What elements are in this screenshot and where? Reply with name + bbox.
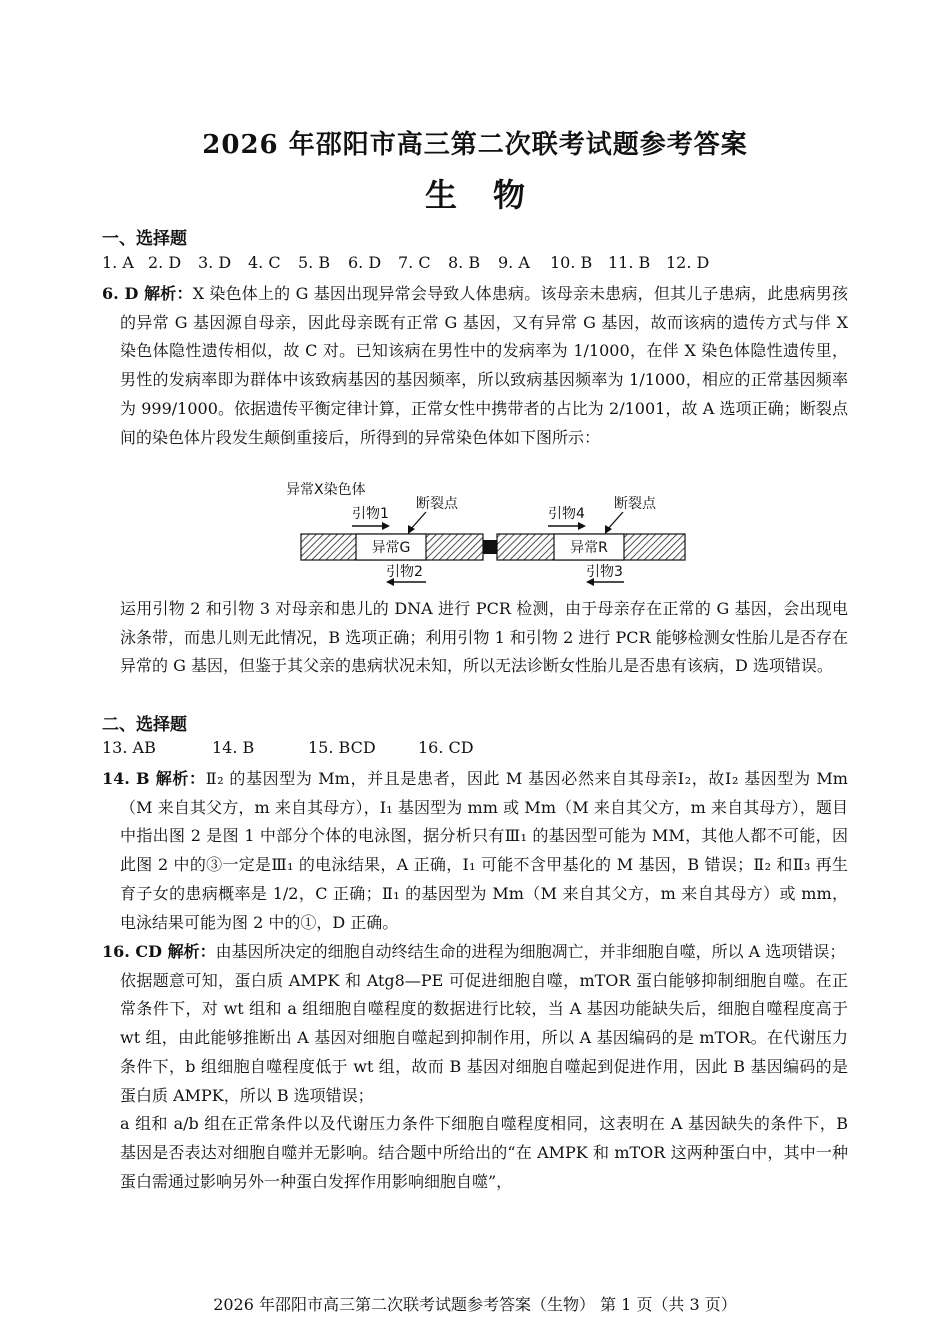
q16-text: 由基因所决定的细胞自动终结生命的进程为细胞凋亡，并非细胞自噬，所以 A 选项错误； [215,942,846,961]
q6-text: X 染色体上的 G 基因出现异常会导致人体患病。该母亲未患病，但其儿子患病，此患病男孩的异常 G 基因源自母亲，因此母亲既有正常 G 基因，又有异常 G 基因，故而该病的遗传方式与伴 X 染色体隐性遗传相似，故 C 对。已知该病在男性中的发病率为 1/1000，在伴 X 染色体隐性遗传里，男性的发病率即为群体中该致病基因的基因频率，所以致病基因频率为 1/1000，相应的正常基因频率为 999/1000。依据遗传平衡定律计算，正常女性中携带者的占比为 2/1001，故 A 选项正确；断裂点间的染色体片段发生颠倒重接后，所得到的异常染色体如下图所示： [120,284,848,447]
section1-heading: 一、选择题 [102,229,187,249]
section2-answers [102,738,474,757]
answer-item: 5. B [298,253,331,272]
gene-r-label: 异常R [570,540,608,556]
answer-item: 14. B [212,738,255,757]
primer1-arrowhead [382,522,390,530]
answer-item: 10. B [550,253,593,272]
primer2-label: 引物2 [386,564,423,580]
answer-item: 3. D [198,253,232,272]
q6-continuation [120,595,848,681]
break-pointer-right [607,512,623,530]
answer-item: 2. D [148,253,182,272]
chromosome-label: 异常X染色体 [286,482,366,498]
section2-heading: 二、选择题 [102,715,187,735]
q6-explanation [102,280,848,452]
break-point-right-label: 断裂点 [614,496,656,512]
answer-item: 7. C [398,253,431,272]
q16-explanation [102,938,848,1196]
answer-item: 4. C [248,253,281,272]
q16-paragraph-2: 依据题意可知，蛋白质 AMPK 和 Atg8—PE 可促进细胞自噬，mTOR 蛋白能够抑制细胞自噬。在正常条件下，对 wt 组和 a 组细胞自噬程度的数据进行比较，当 A 基因功能缺失后，细胞自噬程度高于 wt 组，由此能够推断出 A 基因对细胞自噬起到抑制作用，所以 A 基因编码的是 mTOR。在代谢压力条件下，b 组细胞自噬程度低于 wt 组，故而 B 基因对细胞自噬起到促进作用，因此 B 基因编码的是蛋白质 AMPK，所以 B 选项错误； [120,970,848,1105]
answer-item: 13. AB [102,738,156,757]
q6-label: 6. D 解析： [102,284,193,303]
section1-answers [102,253,709,272]
q14-text: Ⅱ₂ 的基因型为 Mm，并且是患者，因此 M 基因必然来自其母亲Ⅰ₂，故Ⅰ₂ 基因型为 Mm（M 来自其父方，m 来自其母方），Ⅰ₁ 基因型为 mm 或 Mm（M 来自其父方，m 来自其母方），题目中指出图 2 是图 1 中部分个体的电泳图，据分析只有Ⅲ₁ 的基因型可能为 MM，其他人都不可能，因此图 2 中的③一定是Ⅲ₁ 的电泳结果，A 正确，Ⅰ₁ 可能不含甲基化的 M 基因，B 错误；Ⅱ₂ 和Ⅱ₃ 再生育子女的患病概率是 1/2，C 正确；Ⅱ₁ 的基因型为 Mm（M 来自其父方，m 来自其母方）或 mm，电泳结果可能为图 2 中的①，D 正确。 [120,769,848,932]
q6-after-text: 运用引物 2 和引物 3 对母亲和患儿的 DNA 进行 PCR 检测，由于母亲存在正常的 G 基因，会出现电泳条带，而患儿则无此情况，B 选项正确；利用引物 1 和引物 2 进行 PCR 能够检测女性胎儿是否存在异常的 G 基因，但鉴于其父亲的患病状况未知，所以无法诊断女性胎儿是否患有该病，D 选项错误。 [120,599,848,676]
answer-item: 11. B [608,253,651,272]
q16-label: 16. CD 解析： [102,942,216,961]
q14-label: 14. B 解析： [102,769,206,788]
answer-item: 15. BCD [308,738,376,757]
primer4-label: 引物4 [548,506,585,522]
gene-g-label: 异常G [371,540,411,556]
subject-title: 生物 [424,176,561,214]
abnormal-x-chromosome-diagram [280,478,700,590]
primer4-arrowhead [578,522,586,530]
centromere [483,540,497,554]
page-title: 2026 年邵阳市高三第二次联考试题参考答案 [202,130,748,160]
break-pointer-left [410,512,426,530]
answer-item: 8. B [448,253,481,272]
q16-paragraph-3: a 组和 a/b 组在正常条件以及代谢压力条件下细胞自噬程度相同，这表明在 A 基因缺失的条件下，B 基因是否表达对细胞自噬并无影响。结合题中所给出的“在 AMPK 和 mTOR 这两种蛋白中，其中一种蛋白需通过影响另外一种蛋白发挥作用影响细胞自噬”， [120,1114,848,1191]
primer3-label: 引物3 [586,564,623,580]
answer-item: 12. D [666,253,710,272]
answer-item: 1. A [102,253,134,272]
page-footer: 2026 年邵阳市高三第二次联考试题参考答案（生物） 第 1 页（共 3 页） [213,1295,737,1314]
answer-item: 16. CD [418,738,474,757]
answer-item: 6. D [348,253,382,272]
answer-item: 9. A [498,253,530,272]
break-point-left-label: 断裂点 [416,496,458,512]
q14-explanation [102,765,848,937]
primer1-label: 引物1 [352,506,389,522]
